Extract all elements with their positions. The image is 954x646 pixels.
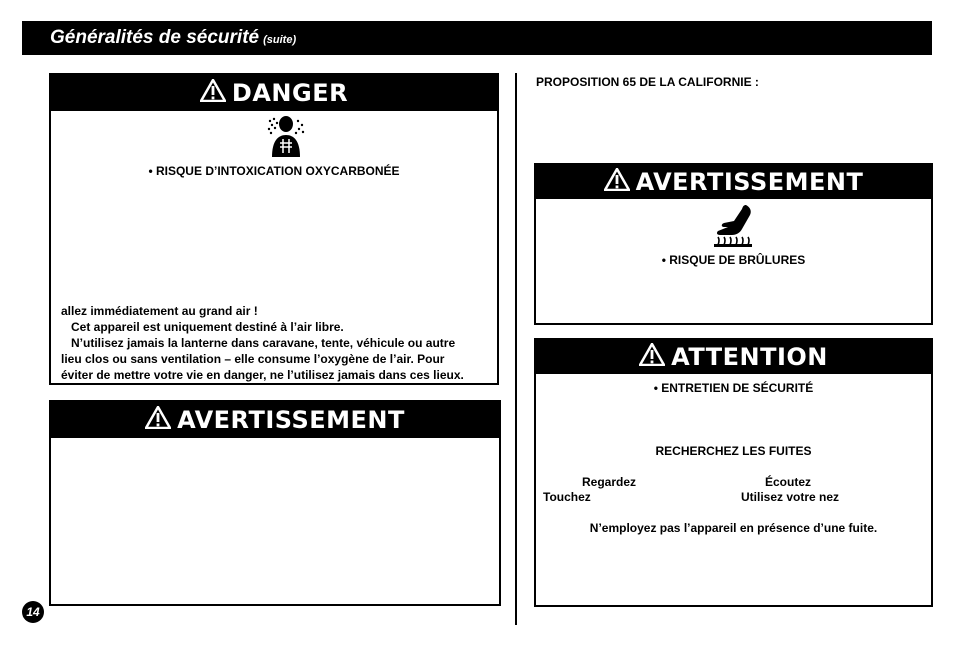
danger-text-line: allez immédiatement au grand air ! xyxy=(61,304,258,318)
avertissement-right-label: AVERTISSEMENT xyxy=(635,168,864,196)
listen-label: Écoutez xyxy=(765,475,812,489)
attention-box xyxy=(534,338,933,607)
attention-banner xyxy=(536,340,931,374)
danger-banner xyxy=(51,75,497,111)
co-risk-bullet: • RISQUE D’INTOXICATION OXYCARBONÉE xyxy=(148,164,400,178)
section-title: Généralités de sécurité (suite) xyxy=(50,27,297,48)
burn-hand-icon xyxy=(712,203,754,252)
section-title-suffix: (suite) xyxy=(263,34,297,46)
warning-triangle-icon xyxy=(604,168,630,197)
leak-closing-text: N’employez pas l’appareil en présence d’une fuite. xyxy=(589,521,878,535)
touch-label: Touchez xyxy=(543,490,591,504)
co-inhalation-icon xyxy=(266,115,306,162)
avertissement-left-box xyxy=(49,400,501,606)
avertissement-right-box xyxy=(534,163,933,325)
column-divider xyxy=(515,73,517,625)
burn-risk-bullet: • RISQUE DE BRÛLURES xyxy=(661,253,806,267)
maintenance-bullet: • ENTRETIEN DE SÉCURITÉ xyxy=(653,381,814,395)
page-number: 14 xyxy=(22,601,44,623)
section-header xyxy=(22,21,932,55)
smell-label: Utilisez votre nez xyxy=(741,490,840,504)
avertissement-left-label: AVERTISSEMENT xyxy=(177,406,405,434)
warning-triangle-icon xyxy=(639,343,665,372)
leak-check-heading: RECHERCHEZ LES FUITES xyxy=(655,444,812,458)
avertissement-right-banner xyxy=(536,165,931,199)
avertissement-left-banner xyxy=(51,402,499,438)
danger-text-line: N’utilisez jamais la lanterne dans caravane, tente, véhicule ou autre xyxy=(61,336,456,350)
danger-banner-label: DANGER xyxy=(231,79,349,107)
danger-text-line: Cet appareil est uniquement destiné à l’air libre. xyxy=(61,320,344,334)
danger-text-line: lieu clos ou sans ventilation – elle consume l’oxygène de l’air. Pour xyxy=(61,352,445,366)
warning-triangle-icon xyxy=(200,79,226,108)
danger-box xyxy=(49,73,499,385)
warning-triangle-icon xyxy=(145,406,171,435)
attention-banner-label: ATTENTION xyxy=(671,343,828,371)
danger-text-line: éviter de mettre votre vie en danger, ne l’utilisez jamais dans ces lieux. xyxy=(61,368,464,382)
look-label: Regardez xyxy=(582,475,637,489)
prop65-heading: PROPOSITION 65 DE LA CALIFORNIE : xyxy=(536,75,759,89)
